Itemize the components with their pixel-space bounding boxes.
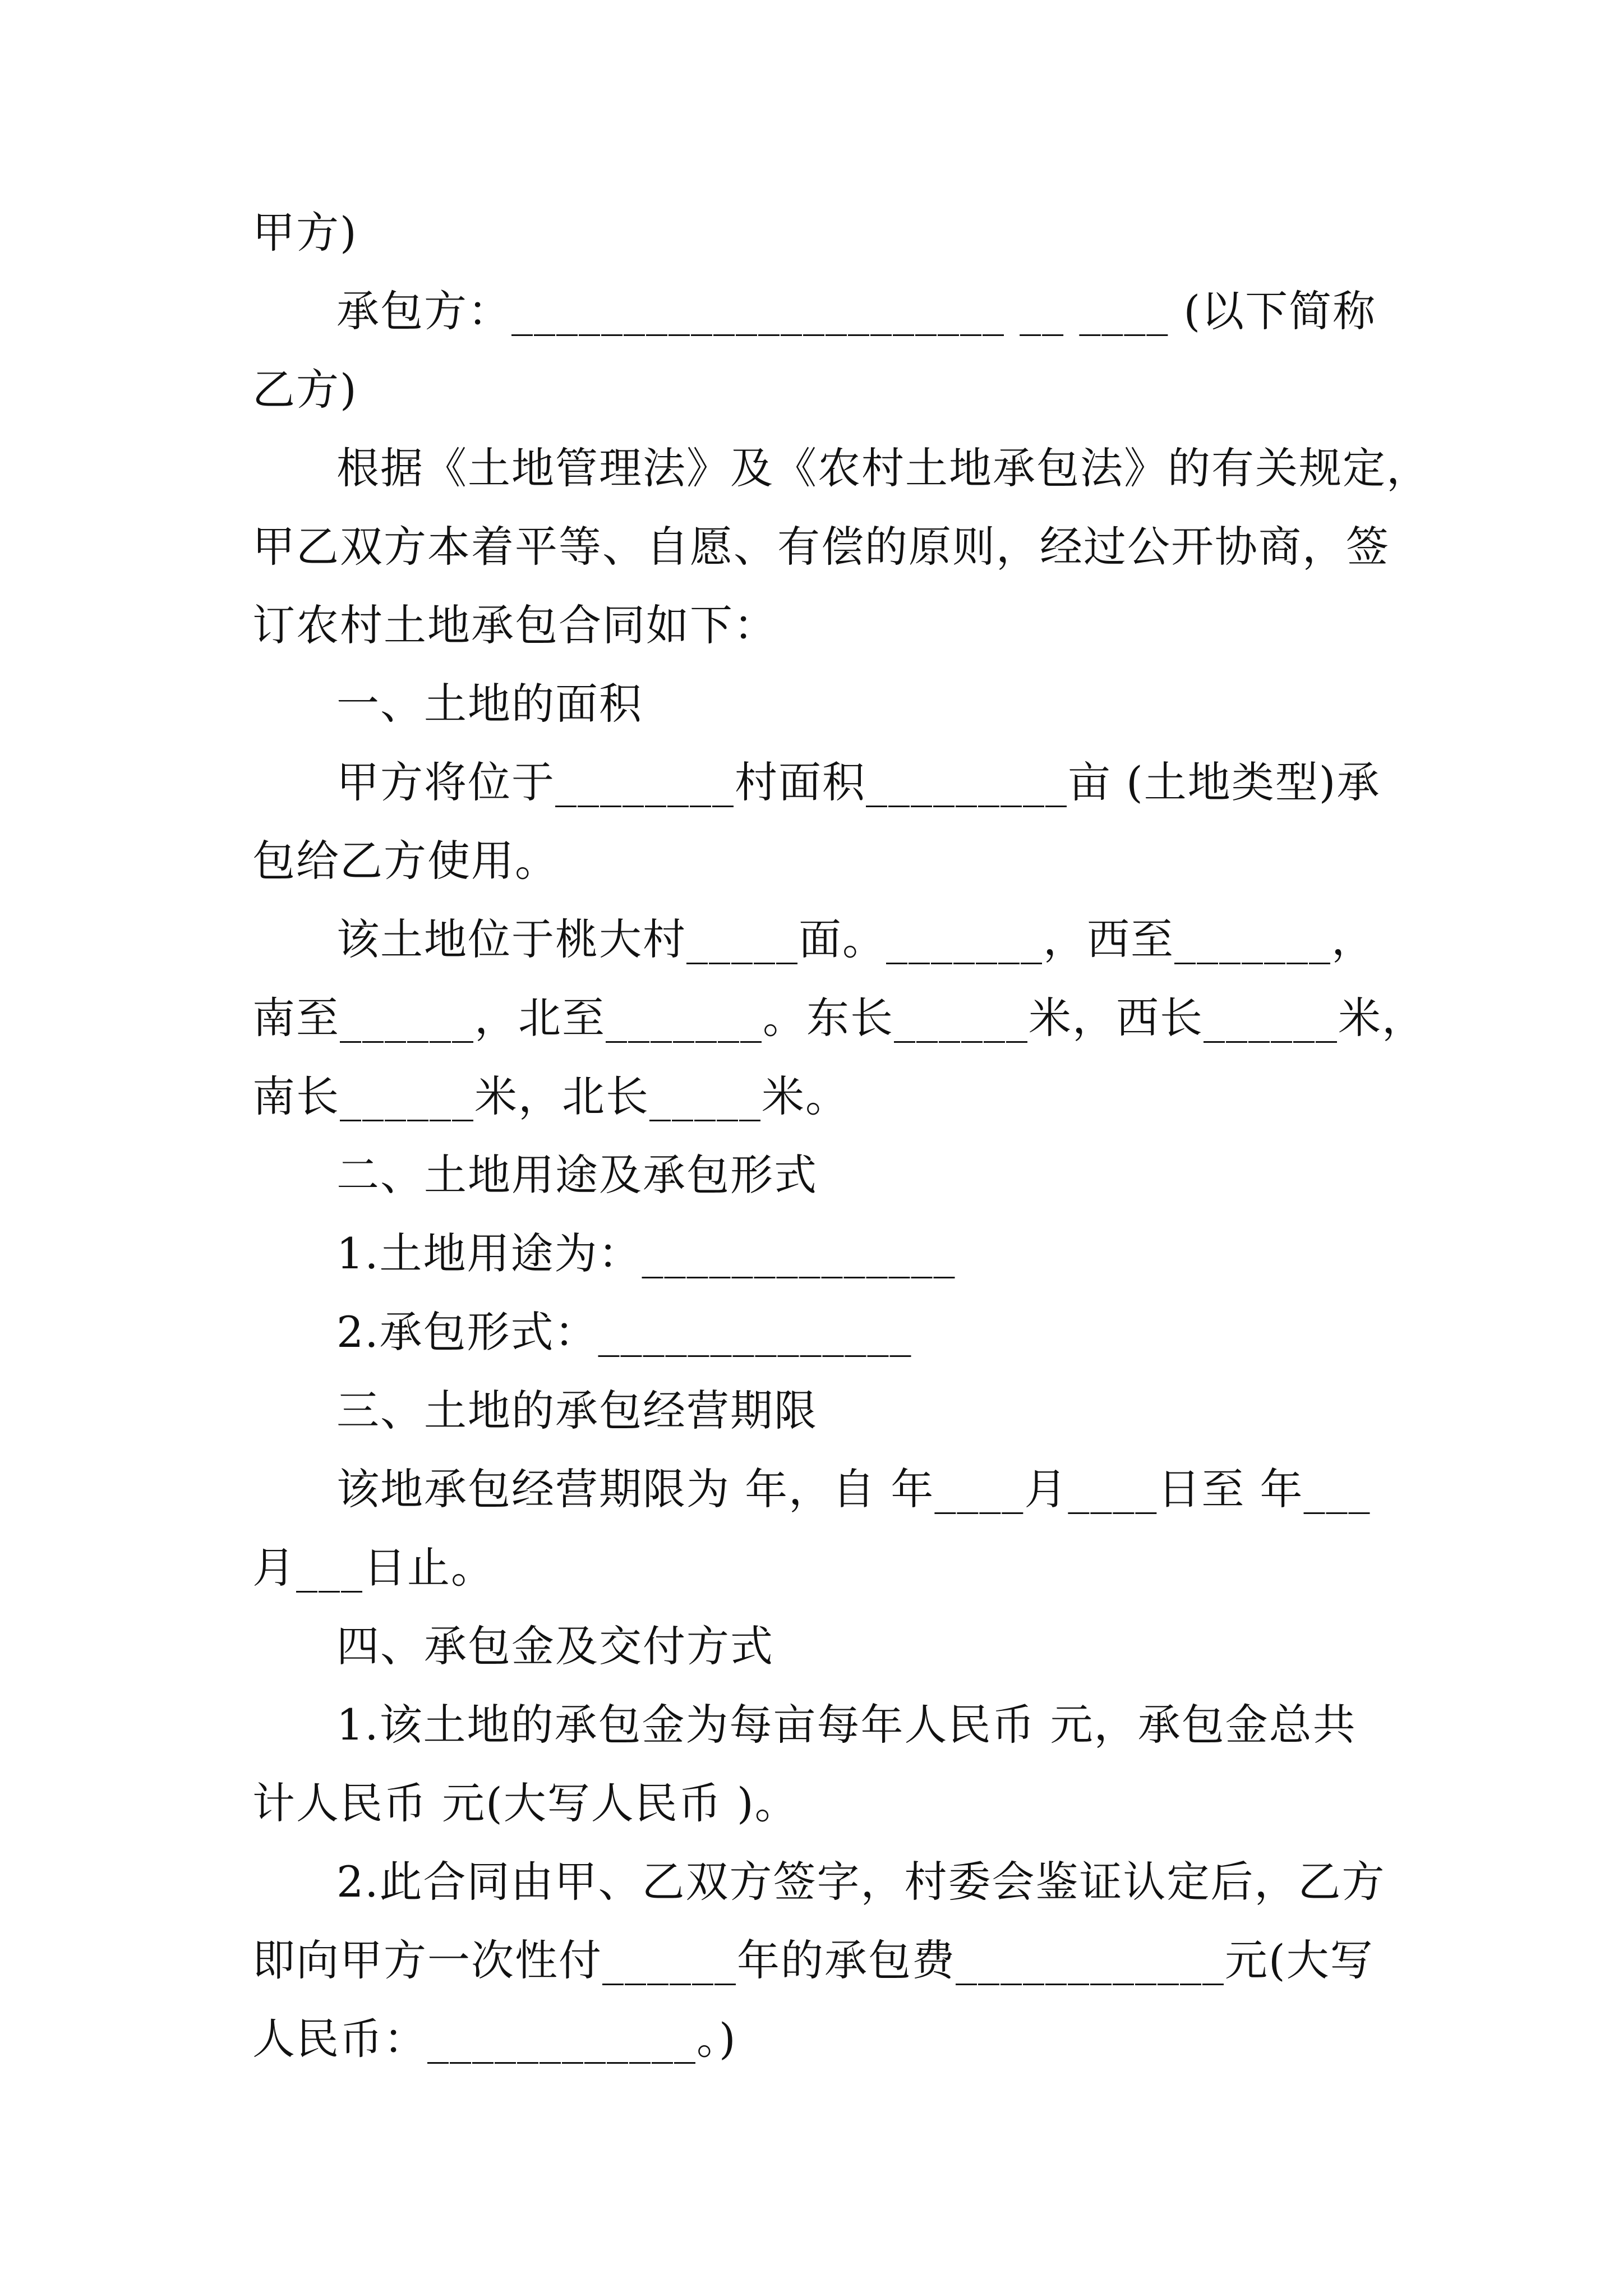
text-line: 包给乙方使用。 xyxy=(252,836,559,886)
text-line: 订农村土地承包合同如下： xyxy=(252,600,777,650)
text-line: 2.承包形式：______________ xyxy=(336,1307,912,1357)
text-line: 月___日止。 xyxy=(252,1543,495,1593)
text-line: 乙方) xyxy=(252,365,358,415)
text-line: 该土地位于桃大村_____面。_______，西至_______， xyxy=(336,914,1375,964)
text-line: 甲方) xyxy=(252,208,358,257)
text-line: 即向甲方一次性付______年的承包费____________元(大写 xyxy=(252,1935,1374,1985)
text-line: 计人民币 元(大写人民币 )。 xyxy=(252,1778,799,1828)
text-line: 2.此合同由甲、乙双方签字，村委会鉴证认定后，乙方 xyxy=(336,1857,1386,1907)
text-line: 1.该土地的承包金为每亩每年人民币 元，承包金总共 xyxy=(336,1700,1357,1750)
text-line: 根据《土地管理法》及《农村土地承包法》的有关规定， xyxy=(336,443,1430,493)
section-heading: 一、土地的面积 xyxy=(336,679,643,729)
section-heading: 二、土地用途及承包形式 xyxy=(336,1150,818,1200)
section-heading: 三、土地的承包经营期限 xyxy=(336,1386,818,1435)
text-line: 甲乙双方本着平等、自愿、有偿的原则，经过公开协商，签 xyxy=(252,522,1390,572)
text-line: 该地承包经营期限为 年，自 年____月____日至 年___ xyxy=(336,1464,1371,1514)
text-line: 1.土地用途为：______________ xyxy=(336,1228,956,1278)
text-line: 人民币：____________。) xyxy=(252,2014,737,2064)
text-line: 甲方将位于________村面积_________亩 (土地类型)承 xyxy=(336,757,1381,807)
section-heading: 四、承包金及交付方式 xyxy=(336,1621,774,1671)
text-line: 承包方：______________________ __ ____ (以下简称 xyxy=(336,286,1377,336)
text-line: 南长______米，北长_____米。 xyxy=(252,1071,849,1121)
text-line: 南至______，北至_______。东长______米，西长______米， xyxy=(252,993,1426,1043)
